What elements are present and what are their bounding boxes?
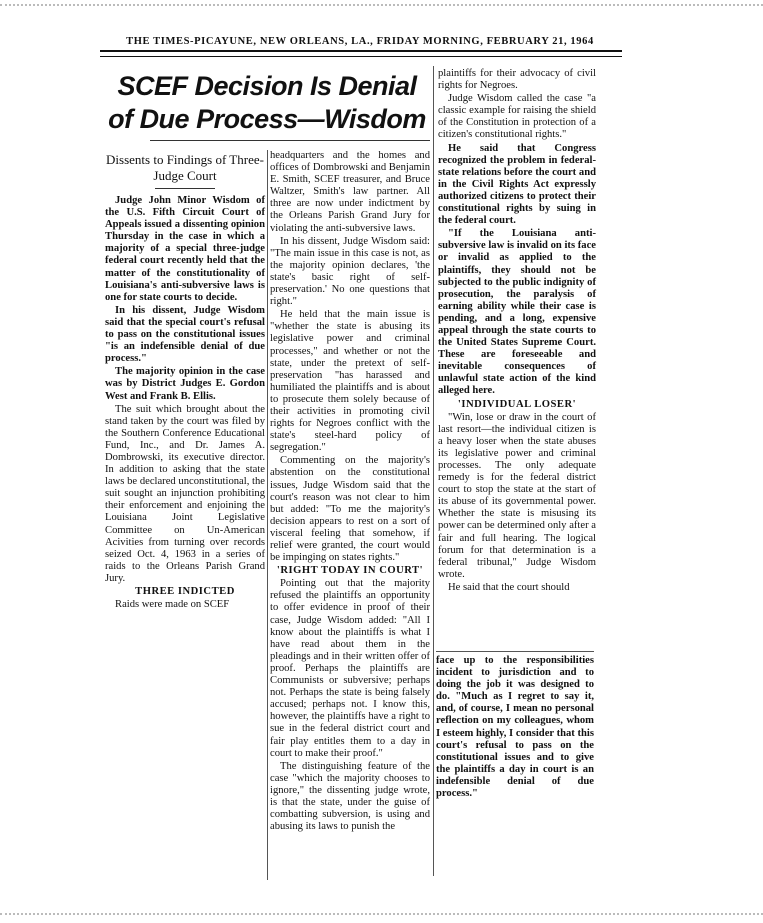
article-deck: Dissents to Findings of Three-Judge Court <box>106 152 264 183</box>
paragraph: "If the Louisiana anti-subversive law is invalid on its face or invalid as applied to the plaintiffs, they should not be subjected to the public indignity of prosecution, the paralysis of earning ability while their case is pending, and a long, expensive appeal through the state courts to the United States Supreme Court. These are foreseeable and inevitable consequences of unlawful state action of the kind alleged here. <box>438 228 596 397</box>
column-2 <box>270 150 430 834</box>
paragraph: Pointing out that the majority refused the plaintiffs an opportunity to offer evidence in proof of their case, Judge Wisdom added: "All I know about the plaintiffs is what I have read about them in the pleadings and in their written offer of proof. Perhaps the plaintiffs are Communists or subversive; perhaps not. Perhaps the state is being falsely accused; perhaps not. I know this, however, the plaintiffs have a right to sue in the federal district court and fair play entitles them to a day in court to make their proof." <box>270 578 430 759</box>
paragraph: Judge John Minor Wisdom of the U.S. Fifth Circuit Court of Appeals issued a dissenting opinion Thursday in the case in which a majority of a special three-judge federal court recently held that the matter of the constitutionality of Louisiana's anti-subversive laws is one for state courts to decide. <box>105 195 265 303</box>
newspaper-masthead: THE TIMES-PICAYUNE, NEW ORLEANS, LA., FRIDAY MORNING, FEBRUARY 21, 1964 <box>126 36 594 47</box>
paragraph: In his dissent, Judge Wisdom said that the special court's refusal to pass on the constitutional issues "is an indefensible denial of due process." <box>105 304 265 365</box>
column-rule <box>267 150 268 880</box>
section-rule <box>436 651 594 652</box>
paragraph: He held that the main issue is "whether the state is abusing its legislative power and criminal processes," and whether or not the state, under the pretext of self-preservation "has harassed and humiliated the plaintiffs and is about to prosecute them solely because of their activities in promoting civil rights for Negroes conflict with the state's steel-hard policy of segregation." <box>270 309 430 454</box>
column-3 <box>438 68 596 595</box>
column-1 <box>105 152 265 612</box>
column-3-continuation <box>436 655 594 801</box>
paragraph: The majority opinion in the case was by District Judges E. Gordon West and Frank B. Ellis. <box>105 366 265 402</box>
paragraph: Raids were made on SCEF <box>115 599 230 611</box>
column-rule <box>433 66 434 876</box>
deck-rule <box>155 188 215 189</box>
masthead-rule <box>100 50 622 57</box>
paragraph: plaintiffs for their advocacy of civil rights for Negroes. <box>438 68 596 92</box>
headline-line-1: SCEF Decision Is Denial <box>117 71 417 101</box>
paragraph: headquarters and the homes and offices of Dombrowski and Benjamin E. Smith, SCEF treasurer, and Bruce Waltzer, Smith's law partner. All three are now under indictment by the Orleans Parish Grand Jury for violating the anti-subversive laws. <box>270 150 430 234</box>
bottom-clip-edge <box>0 913 763 917</box>
paragraph: Commenting on the majority's abstention on the constitutional issues, Judge Wisdom said that the court's reason was not clear to him but added: "To me the majority's decision appears to rest on a sort of visceral feeling that somehow, if relief were granted, the court would be impinging on states rights." <box>270 455 430 564</box>
subhead: THREE INDICTED <box>135 586 235 597</box>
paragraph: In his dissent, Judge Wisdom said: "The main issue in this case is not, as the majority opinion declares, 'the state's basic right of self-preservation.' No one questions that right." <box>270 235 430 308</box>
paragraph: Judge Wisdom called the case "a classic example for raising the shield of the Constitution in protection of a citizen's constitutional rights." <box>438 93 596 141</box>
paragraph: He said that the court should <box>448 581 570 593</box>
paragraph: The distinguishing feature of the case "which the majority chooses to ignore," the dissenting judge wrote, is that the state, under the guise of combatting subversion, is using and abusing its laws to punish the <box>270 760 430 833</box>
paragraph: "Win, lose or draw in the court of last resort—the individual citizen is a heavy loser when the state abuses its legislative power and criminal processes. The only adequate remedy is for the federal district court to stop the state at the start of its abuse of its governmental power. Whether the state is misusing its power can be determined only after a fair and full hearing. The logical forum for that determination is a federal tribunal," Judge Wisdom wrote. <box>438 411 596 580</box>
headline-line-2: of Due Process—Wisdom <box>108 104 426 134</box>
headline-rule <box>150 140 430 141</box>
subhead: 'RIGHT TODAY IN COURT' <box>276 565 424 577</box>
article-headline <box>102 70 432 136</box>
paragraph: The suit which brought about the stand taken by the court was filed by the Southern Conference Educational Fund, Inc., and Dr. James A. Dombrowski, its executive director. In addition to asking that the state laws be declared unconstitutional, the suit sought an injunction prohibiting their enforcement and enjoining the Louisiana Joint Legislative Committee on Un-American Acivities from turning over records seized Oct. 4, 1963 in a series of raids to the Orleans Parish Grand Jury. <box>105 403 265 584</box>
top-clip-edge <box>0 4 763 8</box>
subhead: 'INDIVIDUAL LOSER' <box>457 398 577 410</box>
paragraph: face up to the responsibilities incident to jurisdiction and to doing the job it was designed to do. "Much as I regret to say it, and, of course, I mean no personal reflection on my colleagues, whom I esteem highly, I consider that this court's refusal to pass on the constitutional issues and to give the plaintiffs a day in court is an indefensible denial of due process." <box>436 655 594 800</box>
paragraph: He said that Congress recognized the problem in federal-state relations before the court and in the Civil Rights Act expressly authorized citizens to protect their constitutional rights by suing in the federal court. <box>438 142 596 227</box>
